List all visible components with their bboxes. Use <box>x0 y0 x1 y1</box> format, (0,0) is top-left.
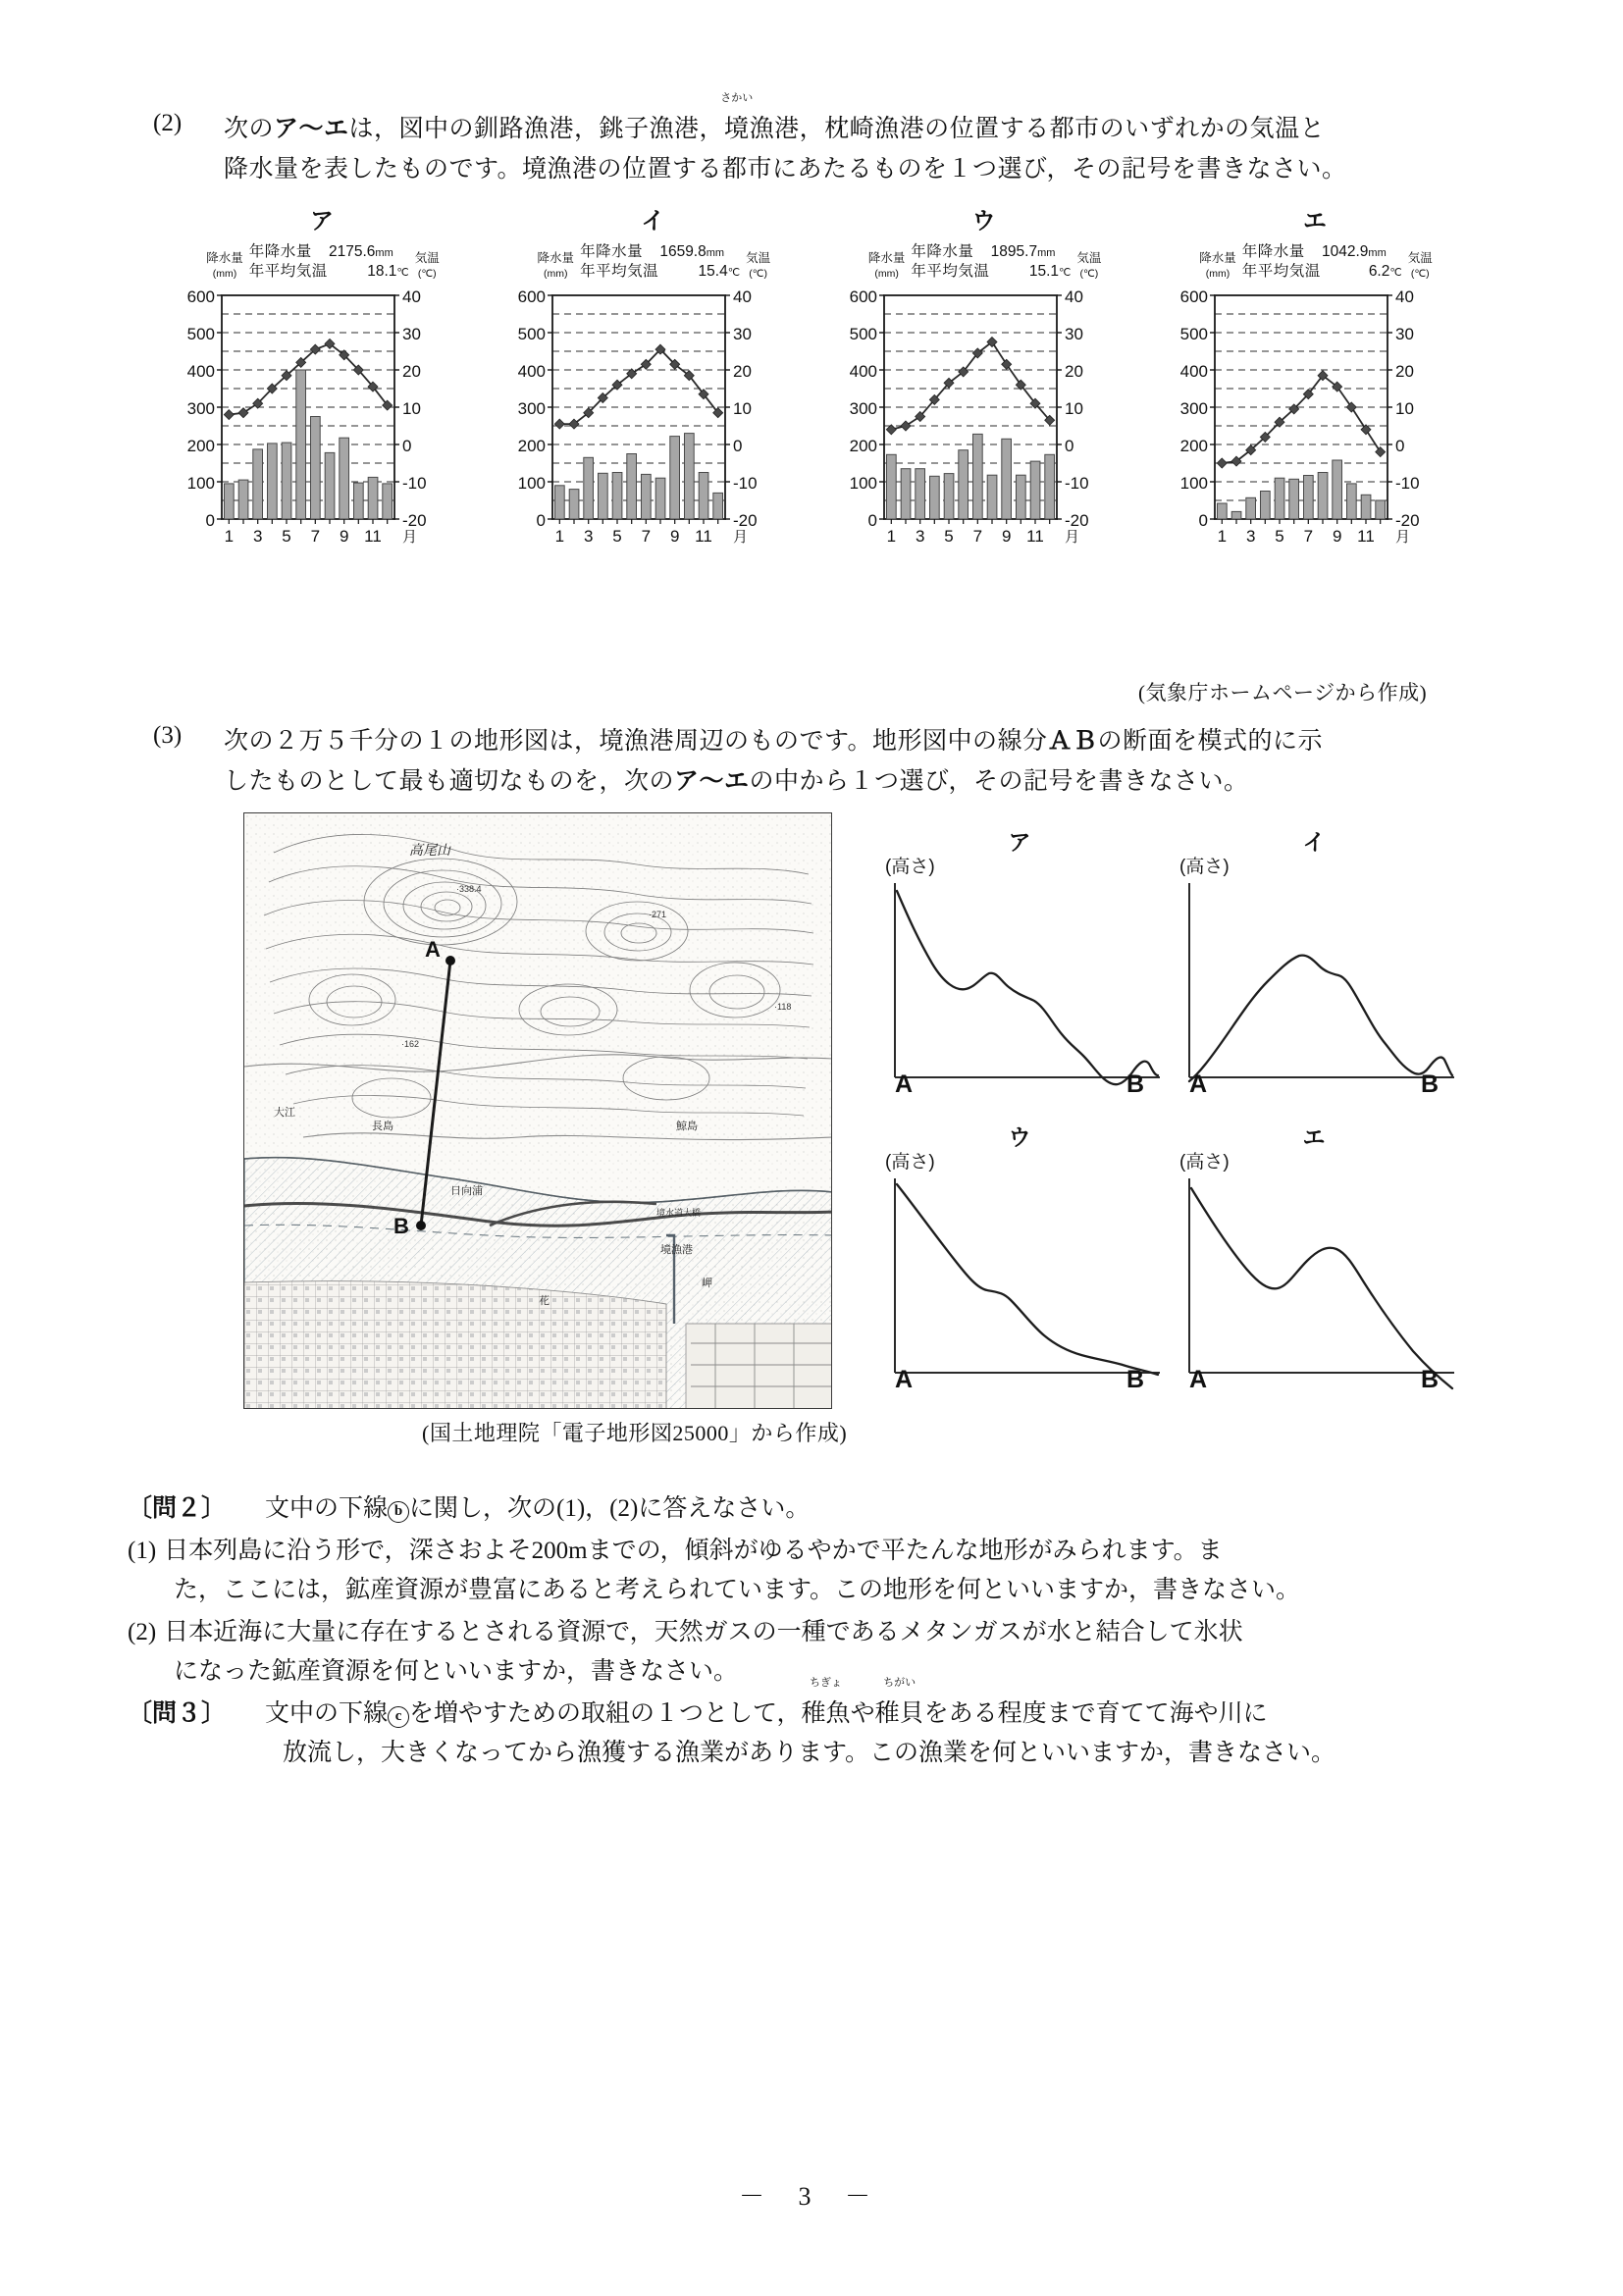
question-mon2-header-row <box>128 1489 1501 1530</box>
mon2-text-a: 文中の下線 <box>265 1495 389 1522</box>
question-mon2-sub1 <box>128 1532 1501 1611</box>
mon3-label: 〔問３〕 <box>128 1699 227 1727</box>
cross-section-end-label: B <box>1420 1366 1439 1393</box>
q3-text-d: したものとして最も適切なものを，次の <box>224 767 675 795</box>
svg-text:40: 40 <box>733 287 753 306</box>
question-3-block <box>153 722 1450 802</box>
height-axis-label: (高さ) <box>885 857 935 877</box>
climograph-ウ <box>829 201 1141 613</box>
svg-text:20: 20 <box>1064 362 1083 381</box>
climograph-stats: 年降水量 1895.7mm 年平均気温 15.1℃ <box>911 243 1072 281</box>
height-axis-label: (高さ) <box>1179 857 1230 877</box>
climograph-plot-エ <box>1160 282 1472 568</box>
q3-text-a: 次の２万５千分の１の地形図は，境漁港周辺のものです。地形図中の線分 <box>224 728 1048 755</box>
question-3-line-2 <box>224 762 1450 803</box>
map-point-a-label: A <box>425 937 441 962</box>
svg-text:-20: -20 <box>402 511 427 530</box>
climograph-source-note: (気象庁ホームページから作成) <box>1138 681 1428 704</box>
ruby-chigai-base: 稚貝 <box>874 1699 924 1727</box>
climograph-header-ウ <box>829 235 1141 282</box>
precip-unit-label: 降水量 (mm) <box>867 250 906 281</box>
question-2-number: (2) <box>153 110 183 136</box>
question-mon3 <box>128 1676 1501 1774</box>
cross-section-svg-ウ <box>883 1174 1166 1395</box>
cross-section-svg-エ <box>1178 1174 1460 1395</box>
svg-text:11: 11 <box>1025 527 1044 546</box>
mon3-tail: をある程度まで育てて海や川に <box>923 1699 1268 1727</box>
mon3-text-a: 文中の下線 <box>265 1699 389 1727</box>
svg-text:-10: -10 <box>402 474 427 493</box>
svg-text:40: 40 <box>402 287 421 306</box>
q3-text-c: の断面を模式的に示 <box>1097 728 1324 755</box>
climograph-header-ア <box>167 235 479 282</box>
ruby-chigyo-reading: ちぎょ <box>810 1676 843 1689</box>
svg-text:1: 1 <box>886 527 896 546</box>
map-svg <box>244 813 832 1409</box>
cross-section-start-label: A <box>895 1366 914 1393</box>
cross-section-start-label: A <box>1189 1070 1208 1098</box>
climograph-stats: 年降水量 2175.6mm 年平均気温 18.1℃ <box>248 243 409 281</box>
underline-ref-c: c <box>388 1706 409 1728</box>
q2-text-c: は，図中の釧路漁港，銚子漁港， <box>348 116 725 142</box>
climograph-イ <box>497 201 810 613</box>
map-label-hyugaura: 日向浦 <box>450 1185 483 1197</box>
svg-text:30: 30 <box>1064 325 1083 343</box>
bottom-questions <box>128 1489 1501 1776</box>
underline-ref-b: b <box>388 1501 409 1523</box>
climograph-stats: 年降水量 1659.8mm 年平均気温 15.4℃ <box>580 243 741 281</box>
temp-unit-label: 気温 (℃) <box>414 250 440 281</box>
ruby-sakai-base: 境 <box>724 116 750 142</box>
climograph-title-エ: エ <box>1302 208 1329 235</box>
svg-text:400: 400 <box>1179 362 1208 381</box>
mon3-line2 <box>283 1734 1501 1774</box>
harbor-area <box>686 1324 832 1409</box>
q3-segment-ab: ＡＢ <box>1047 728 1098 755</box>
cross-section-end-label: B <box>1420 1070 1439 1098</box>
precip-unit-label: 降水量 (mm) <box>206 250 243 281</box>
ruby-sakai <box>720 92 754 150</box>
cross-section-end-label: B <box>1126 1366 1144 1393</box>
svg-text:400: 400 <box>517 362 547 381</box>
climograph-title-イ: イ <box>641 208 667 235</box>
map-label-misaki: 岬 <box>702 1278 712 1289</box>
height-axis-label: (高さ) <box>1179 1152 1230 1173</box>
elev-label-1: ·338.4 <box>456 884 482 894</box>
svg-text:40: 40 <box>1064 287 1083 306</box>
svg-text:11: 11 <box>1357 527 1375 546</box>
point-b-marker <box>416 1221 426 1230</box>
svg-text:300: 300 <box>517 399 547 418</box>
elev-label-2: ·271 <box>649 910 667 919</box>
svg-text:500: 500 <box>1179 325 1208 343</box>
temp-unit-label: 気温 (℃) <box>746 250 771 281</box>
svg-text:-10: -10 <box>1394 474 1420 493</box>
svg-text:100: 100 <box>517 474 547 493</box>
climograph-header-エ <box>1160 235 1472 282</box>
mon3-line1 <box>128 1676 1501 1735</box>
mon2-text-b: に関し，次の(1)，(2)に答えなさい。 <box>409 1495 811 1522</box>
question-3-line-1 <box>224 722 1450 762</box>
svg-text:3: 3 <box>915 527 925 546</box>
mon2-sub2-text1: 日本近海に大量に存在するとされる資源で，天然ガスの一種であるメタンガスが水と結合して氷状 <box>164 1618 1243 1645</box>
question-2-block <box>153 92 1445 189</box>
mon2-label: 〔問２〕 <box>128 1495 227 1522</box>
svg-text:600: 600 <box>1179 287 1208 306</box>
temp-unit-label: 気温 (℃) <box>1076 250 1102 281</box>
svg-text:0: 0 <box>205 511 215 530</box>
cross-section-ア <box>883 824 1158 1097</box>
svg-text:9: 9 <box>339 527 349 546</box>
mon3-text-b: を増やすための取組の１つとして， <box>409 1699 802 1727</box>
ruby-chigai <box>874 1676 924 1735</box>
mon2-sub2-number: (2) <box>128 1618 157 1645</box>
point-a-marker <box>445 956 455 965</box>
svg-text:10: 10 <box>1394 399 1414 418</box>
svg-text:200: 200 <box>186 437 215 455</box>
svg-text:9: 9 <box>1332 527 1342 546</box>
cross-section-grid <box>883 824 1452 1393</box>
svg-text:400: 400 <box>849 362 877 381</box>
svg-text:20: 20 <box>1394 362 1414 381</box>
svg-text:10: 10 <box>733 399 753 418</box>
cross-section-svg-ア <box>883 879 1166 1100</box>
cross-section-end-label: B <box>1126 1070 1144 1098</box>
climograph-stats: 年降水量 1042.9mm 年平均気温 6.2℃ <box>1241 243 1402 281</box>
svg-text:600: 600 <box>517 287 547 306</box>
svg-text:11: 11 <box>364 527 382 546</box>
cross-section-title-ア: ア <box>1008 829 1033 855</box>
svg-text:-10: -10 <box>1064 474 1089 493</box>
topographic-map <box>243 812 832 1409</box>
cross-section-ウ <box>883 1120 1158 1392</box>
svg-text:11: 11 <box>695 527 713 546</box>
map-label-ooe: 大江 <box>274 1107 295 1119</box>
svg-text:月: 月 <box>1064 529 1079 546</box>
svg-text:0: 0 <box>402 437 412 455</box>
map-point-b-label: B <box>393 1214 409 1238</box>
svg-text:-10: -10 <box>733 474 758 493</box>
climograph-header-イ <box>497 235 810 282</box>
svg-text:400: 400 <box>186 362 215 381</box>
elev-label-4: ·162 <box>401 1039 420 1049</box>
height-axis-label: (高さ) <box>885 1152 935 1173</box>
svg-text:600: 600 <box>186 287 215 306</box>
svg-text:300: 300 <box>186 399 215 418</box>
svg-text:600: 600 <box>849 287 877 306</box>
svg-text:0: 0 <box>1394 437 1405 455</box>
mon2-header-text <box>265 1489 1501 1530</box>
precip-unit-label: 降水量 (mm) <box>537 250 575 281</box>
cross-section-start-label: A <box>1189 1366 1208 1393</box>
svg-text:500: 500 <box>849 325 877 343</box>
mon2-sub1-text1: 日本列島に沿う形で，深さおよそ200mまでの，傾斜がゆるやかで平たんな地形がみられます。ま <box>164 1537 1223 1564</box>
svg-text:9: 9 <box>1001 527 1012 546</box>
mon2-sub2-text2: になった鉱産資源を何といいますか，書きなさい。 <box>174 1658 739 1685</box>
svg-text:0: 0 <box>733 437 743 455</box>
svg-text:30: 30 <box>733 325 753 343</box>
svg-text:200: 200 <box>849 437 877 455</box>
map-label-mountain: 高尾山 <box>409 842 450 858</box>
svg-text:200: 200 <box>1179 437 1208 455</box>
map-label-hana: 花 <box>539 1295 550 1307</box>
mon2-header <box>128 1489 1501 1530</box>
svg-text:40: 40 <box>1394 287 1414 306</box>
svg-text:1: 1 <box>554 527 565 546</box>
svg-text:-20: -20 <box>733 511 758 530</box>
svg-text:月: 月 <box>1394 529 1410 546</box>
svg-text:7: 7 <box>641 527 652 546</box>
svg-text:3: 3 <box>584 527 594 546</box>
svg-text:100: 100 <box>186 474 215 493</box>
cross-section-svg-イ <box>1178 879 1460 1100</box>
svg-text:7: 7 <box>972 527 982 546</box>
mon2-sub1-text2: た，ここには，鉱産資源が豊富にあると考えられています。この地形を何といいますか，書きなさい。 <box>174 1577 1301 1603</box>
svg-text:7: 7 <box>1303 527 1314 546</box>
svg-text:0: 0 <box>867 511 877 530</box>
svg-text:1: 1 <box>224 527 235 546</box>
climograph-plot-ア <box>167 282 479 568</box>
svg-text:5: 5 <box>612 527 623 546</box>
svg-text:100: 100 <box>1179 474 1208 493</box>
svg-text:7: 7 <box>310 527 321 546</box>
climograph-title-ウ: ウ <box>971 208 998 235</box>
svg-text:月: 月 <box>733 529 749 546</box>
ruby-sakai-reading: さかい <box>720 92 754 104</box>
svg-text:3: 3 <box>252 527 263 546</box>
svg-text:10: 10 <box>402 399 421 418</box>
svg-text:500: 500 <box>517 325 547 343</box>
cross-section-title-エ: エ <box>1302 1124 1328 1150</box>
climograph-ア <box>167 201 479 613</box>
question-2-line-1 <box>224 92 1445 150</box>
page-number: － 3 － <box>738 2182 884 2211</box>
mon2-sub2-line1 <box>128 1613 1501 1653</box>
climograph-plot-ウ <box>829 282 1141 568</box>
svg-text:30: 30 <box>402 325 421 343</box>
ruby-chigai-reading: ちがい <box>883 1676 916 1689</box>
svg-text:-20: -20 <box>1394 511 1420 530</box>
precip-unit-label: 降水量 (mm) <box>1199 250 1236 281</box>
svg-text:9: 9 <box>670 527 680 546</box>
mon2-sub1-number: (1) <box>128 1537 157 1564</box>
svg-text:200: 200 <box>517 437 547 455</box>
climograph-title-ア: ア <box>310 208 336 235</box>
svg-text:20: 20 <box>733 362 753 381</box>
map-label-port: 境漁港 <box>660 1244 693 1256</box>
cross-section-title-ウ: ウ <box>1008 1124 1033 1150</box>
cross-section-title-イ: イ <box>1302 829 1328 855</box>
q2-text-a: 次の <box>224 116 275 142</box>
svg-text:30: 30 <box>1394 325 1414 343</box>
climograph-row <box>167 201 1472 613</box>
map-label-kujirajima: 鯨島 <box>676 1121 698 1132</box>
svg-text:300: 300 <box>849 399 877 418</box>
map-source-note: (国土地理院「電子地形図25000」から作成) <box>422 1421 848 1445</box>
svg-text:500: 500 <box>186 325 215 343</box>
ruby-chigyo <box>801 1676 851 1735</box>
map-label-bridge: 境水道大橋 <box>656 1208 702 1218</box>
cross-section-エ <box>1178 1120 1452 1392</box>
mon3-mid: や <box>850 1699 875 1727</box>
urban-area <box>244 1281 666 1409</box>
q3-choices-ref: ア～エ <box>674 767 750 795</box>
svg-text:5: 5 <box>282 527 291 546</box>
svg-text:0: 0 <box>1198 511 1208 530</box>
mon2-sub1-line1 <box>128 1532 1501 1572</box>
svg-text:月: 月 <box>402 529 418 546</box>
q3-text-e: の中から１つ選び，その記号を書きなさい。 <box>749 767 1249 795</box>
svg-text:0: 0 <box>1064 437 1074 455</box>
climograph-plot-イ <box>497 282 810 568</box>
map-label-nagashima: 長島 <box>372 1121 393 1132</box>
svg-text:20: 20 <box>402 362 421 381</box>
elev-label-3: ·118 <box>774 1002 792 1012</box>
mon3-text-line1 <box>265 1676 1501 1735</box>
svg-text:300: 300 <box>1179 399 1208 418</box>
svg-text:3: 3 <box>1245 527 1256 546</box>
question-2-line-2: 降水量を表したものです。境漁港の位置する都市にあたるものを１つ選び，その記号を書きなさい。 <box>224 155 1347 183</box>
svg-text:100: 100 <box>849 474 877 493</box>
svg-text:0: 0 <box>536 511 547 530</box>
svg-text:10: 10 <box>1064 399 1083 418</box>
svg-text:1: 1 <box>1217 527 1228 546</box>
ruby-chigyo-base: 稚魚 <box>801 1699 851 1727</box>
question-3-number: (3) <box>153 722 183 749</box>
mon2-sub1-line2 <box>174 1571 1501 1611</box>
svg-text:-20: -20 <box>1064 511 1089 530</box>
cross-section-イ <box>1178 824 1452 1097</box>
svg-text:5: 5 <box>1275 527 1284 546</box>
svg-text:5: 5 <box>943 527 954 546</box>
q2-text-d: 漁港，枕崎漁港の位置する都市のいずれかの気温と <box>749 116 1326 142</box>
climograph-エ <box>1160 201 1472 613</box>
cross-section-start-label: A <box>895 1070 914 1098</box>
temp-unit-label: 気温 (℃) <box>1407 250 1433 281</box>
mon3-text-line2: 放流し，大きくなってから漁獲する漁業があります。この漁業を何といいますか，書きなさい。 <box>283 1740 1336 1766</box>
q2-choices-ref: ア～エ <box>274 116 349 142</box>
